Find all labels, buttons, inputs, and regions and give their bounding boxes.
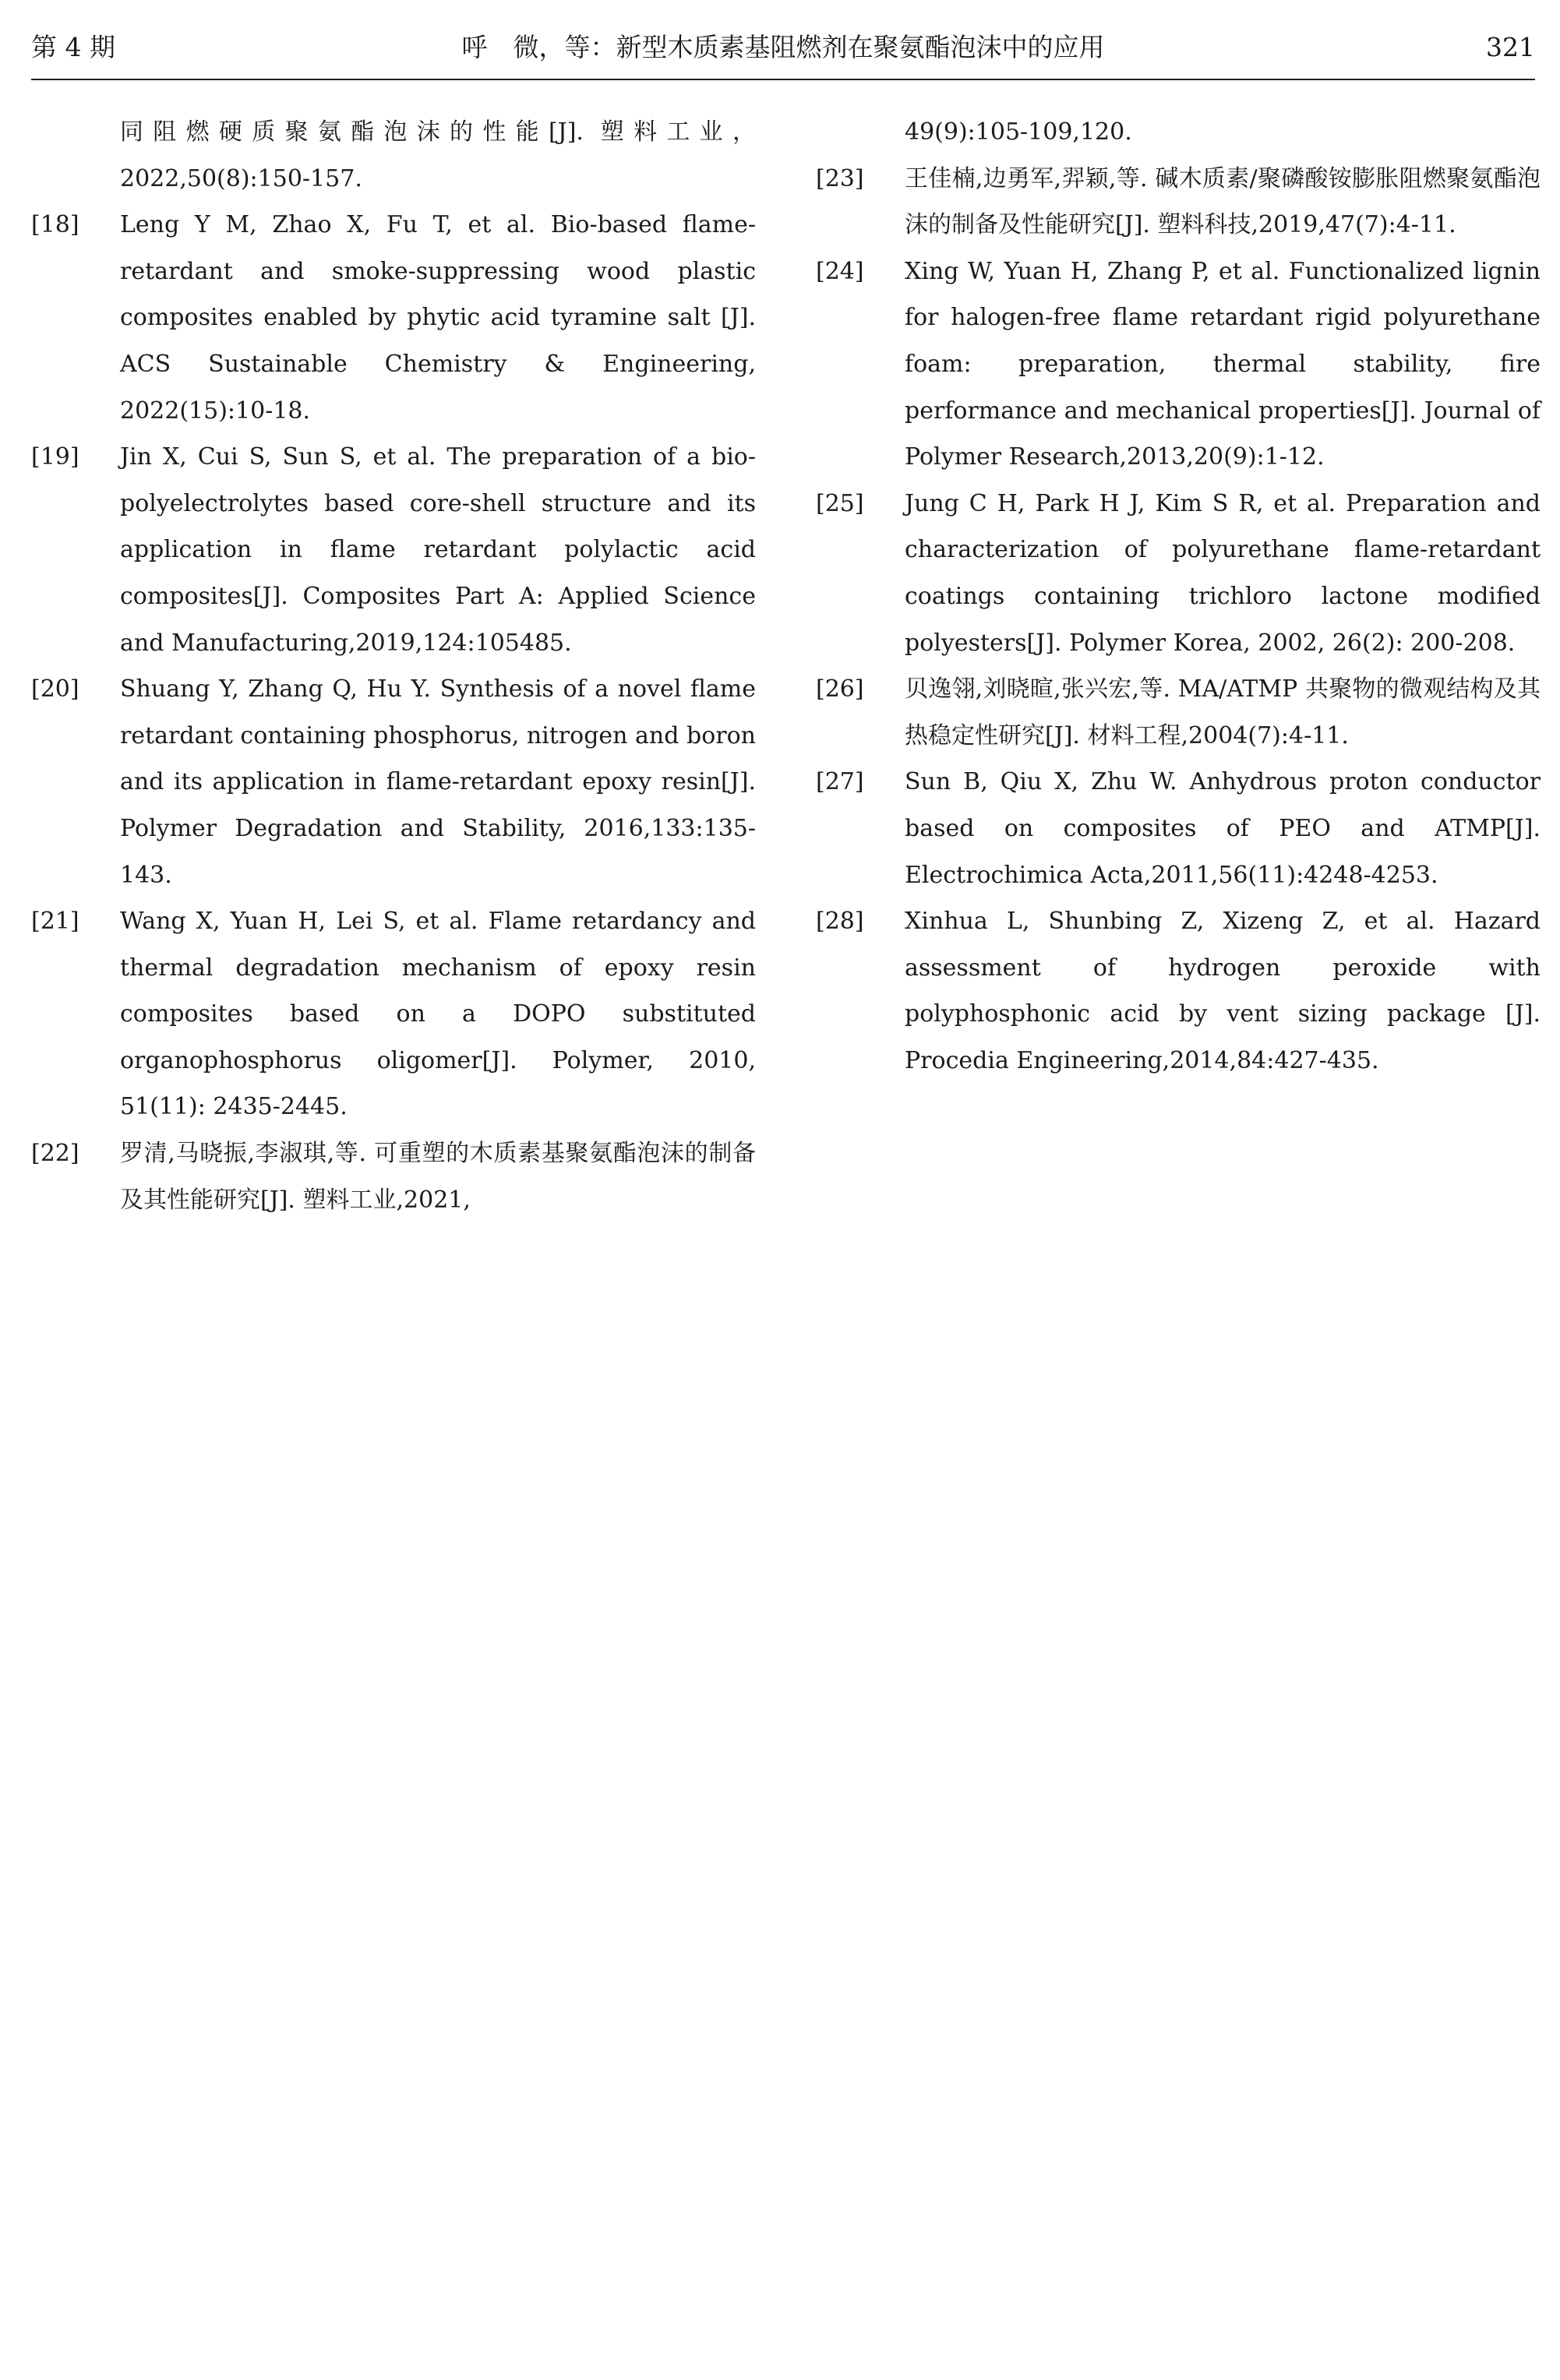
reference-22 [31,1130,756,1223]
reference-text: Wang X, Yuan H, Lei S, et al. Flame retardancy and thermal degradation mechanism of epoxy resin composites based on a DOPO substituted organophosphorus oligomer[J]. Polymer, 2010, 51(11): 2435-2445. [120,908,756,1121]
reference-text: 49(9):105-109,120. [905,118,1132,146]
right-column [816,109,1541,1084]
reference-continuation [816,109,1541,156]
reference-text: Shuang Y, Zhang Q, Hu Y. Synthesis of a novel flame retardant containing phosphorus, nitrogen and boron and its application in flame-retardant epoxy resin[J]. Polymer Degradation and Stability, 2016,133:135-143. [120,675,756,889]
reference-number: [24] [816,257,864,285]
reference-20 [31,666,756,898]
reference-text: 同阻燃硬质聚氨酯泡沫的性能[J]. 塑料工业，2022,50(8):150-157. [120,118,756,192]
reference-text: Xinhua L, Shunbing Z, Xizeng Z, et al. Hazard assessment of hydrogen peroxide with polyphosphonic acid by vent sizing package [J]. Procedia Engineering,2014,84:427-435. [905,908,1541,1074]
reference-23 [816,156,1541,249]
reference-text: 罗清,马晓振,李淑琪,等. 可重塑的木质素基聚氨酯泡沫的制备及其性能研究[J]. 塑料工业,2021, [120,1140,756,1214]
reference-number: [27] [816,768,864,796]
reference-28 [816,898,1541,1084]
reference-text: Sun B, Qiu X, Zhu W. Anhydrous proton conductor based on composites of PEO and ATMP[J]. Electrochimica Acta,2011,56(11):4248-4253. [905,768,1541,889]
reference-number: [19] [31,443,79,471]
page-number: 321 [1486,32,1535,62]
reference-19 [31,434,756,666]
reference-number: [23] [816,164,864,192]
running-title: 呼 微，等：新型木质素基阻燃剂在聚氨酯泡沫中的应用 [461,32,1105,62]
reference-21 [31,898,756,1130]
page-header [31,0,1535,81]
reference-number: [21] [31,908,79,936]
reference-number: [18] [31,211,79,239]
reference-continuation [31,109,756,202]
reference-text: Jin X, Cui S, Sun S, et al. The preparation of a bio-polyelectrolytes based core-shell structure and its application in flame retardant polylactic acid composites[J]. Composites Part A: Applied Science and Manufacturing,2019,124:105485. [120,443,756,657]
reference-text: Leng Y M, Zhao X, Fu T, et al. Bio-based flame-retardant and smoke-suppressing wood plastic composites enabled by phytic acid tyramine salt [J]. ACS Sustainable Chemistry & Engineering, 2022(15):10-18. [120,211,756,425]
reference-number: [22] [31,1140,79,1168]
issue-label: 第 4 期 [31,32,115,62]
reference-24 [816,249,1541,481]
reference-25 [816,481,1541,666]
reference-number: [25] [816,489,864,517]
reference-27 [816,759,1541,898]
left-column [31,109,756,1223]
reference-number: [26] [816,675,864,703]
reference-text: 贝逸翎,刘晓暄,张兴宏,等. MA/ATMP 共聚物的微观结构及其热稳定性研究[J]. 材料工程,2004(7):4-11. [905,675,1541,749]
reference-text: Xing W, Yuan H, Zhang P, et al. Functionalized lignin for halogen-free flame retardant rigid polyurethane foam: preparation, thermal stability, fire performance and mechanical properties[J]. Journal of Polymer Research,2013,20(9):1-12. [905,257,1541,471]
header-rule [31,79,1535,80]
reference-number: [28] [816,908,864,936]
reference-18 [31,202,756,434]
reference-26 [816,666,1541,759]
reference-number: [20] [31,675,79,703]
reference-text: 王佳楠,边勇军,羿颖,等. 碱木质素/聚磷酸铵膨胀阻燃聚氨酯泡沫的制备及性能研究[J]. 塑料科技,2019,47(7):4-11. [905,164,1541,239]
reference-text: Jung C H, Park H J, Kim S R, et al. Preparation and characterization of polyurethane flame-retardant coatings containing trichloro lactone modified polyesters[J]. Polymer Korea, 2002, 26(2): 200-208. [905,489,1541,657]
